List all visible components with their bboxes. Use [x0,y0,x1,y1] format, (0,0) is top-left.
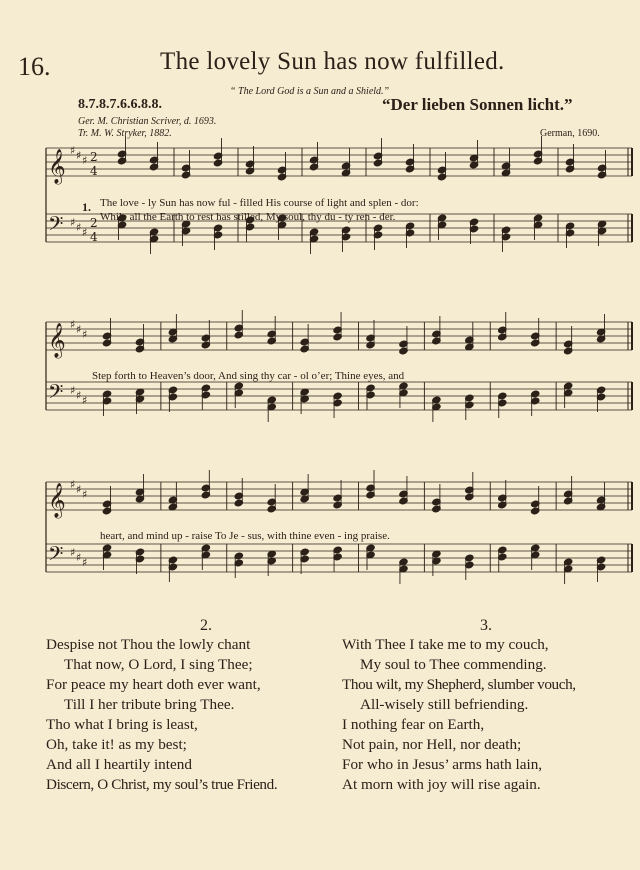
svg-text:2: 2 [90,150,98,164]
hymn-title: The lovely Sun has now fulfilled. [160,48,505,75]
translator-credit: Tr. M. W. Stryker, 1882. [78,128,172,139]
svg-text:4: 4 [90,164,98,178]
svg-text:♯: ♯ [82,328,88,341]
stanza-3-heading: 3. [480,617,492,634]
svg-text:♯: ♯ [70,546,76,559]
stanza-3-line: For who in Jesus’ arms hath lain, [342,756,543,773]
svg-text:2: 2 [90,216,98,230]
stanza-2-line: Despise not Thou the lowly chant [46,636,251,653]
svg-text:♯: ♯ [82,226,88,239]
svg-text:♯: ♯ [70,384,76,397]
stanza-2-line: Oh, take it! as my best; [46,736,187,753]
stanza-3-line: Thou wilt, my Shepherd, slumber vouch, [342,676,576,693]
svg-text:♯: ♯ [76,389,82,402]
stanza-3-line: My soul to Thee commending. [360,656,547,673]
lyric-system3: heart, and mind up - raise To Je - sus, with thine even - ing praise. [100,530,390,542]
stanza-3-line: All-wisely still befriending. [360,696,529,713]
svg-text:♯: ♯ [76,221,82,234]
hymn-number: 16. [18,52,51,81]
stanza-2-line: Till I her tribute bring Thee. [64,696,235,713]
epigraph: “ The Lord God is a Sun and a Shield.” [230,86,390,97]
svg-text:♯: ♯ [70,144,76,157]
stanza-2-line: Tho what I bring is least, [46,716,198,733]
verse-number: 1. [82,200,91,214]
svg-text:4: 4 [90,230,98,244]
stanza-3-line: With Thee I take me to my couch, [342,636,549,653]
svg-text:𝄞: 𝄞 [48,323,66,358]
svg-text:♯: ♯ [82,556,88,569]
lyric-system1-line1: The love - ly Sun has now ful - filled His course of light and splen - dor: [100,197,419,209]
stanza-3-line: At morn with joy will rise again. [342,776,541,793]
lyric-system1-line2: While all the Earth to rest has stilled, My soul, thy du - ty ren - der. [100,211,396,223]
author-credit: Ger. M. Christian Scriver, d. 1693. [78,116,217,127]
stanza-2-line: Discern, O Christ, my soul’s true Friend. [46,776,278,793]
svg-text:♯: ♯ [82,154,88,167]
svg-text:𝄢: 𝄢 [48,212,64,240]
lyric-system2: Step forth to Heaven’s door, And sing thy car - ol o’er; Thine eyes, and [92,370,405,382]
svg-text:♯: ♯ [70,478,76,491]
svg-text:♯: ♯ [76,323,82,336]
stanza-3-line: I nothing fear on Earth, [342,716,485,733]
svg-text:♯: ♯ [82,394,88,407]
tune-credit: German, 1690. [540,128,600,139]
svg-text:𝄢: 𝄢 [48,380,64,408]
meter: 8.7.8.7.6.6.8.8. [78,97,162,112]
svg-text:♯: ♯ [76,483,82,496]
stanza-3-line: Not pain, nor Hell, nor death; [342,736,522,753]
stanza-2-line: And all I heartily intend [46,756,192,773]
svg-text:♯: ♯ [76,149,82,162]
stanza-2-heading: 2. [200,617,212,634]
stanza-2-line: For peace my heart doth ever want, [46,676,261,693]
stanza-2-line: That now, O Lord, I sing Thee; [64,656,253,673]
svg-text:♯: ♯ [76,551,82,564]
svg-text:♯: ♯ [70,318,76,331]
german-title: “Der lieben Sonnen licht.” [382,95,573,114]
svg-text:♯: ♯ [70,216,76,229]
svg-text:♯: ♯ [82,488,88,501]
svg-text:𝄞: 𝄞 [48,149,66,184]
svg-text:𝄞: 𝄞 [48,483,66,518]
svg-text:𝄢: 𝄢 [48,542,64,570]
